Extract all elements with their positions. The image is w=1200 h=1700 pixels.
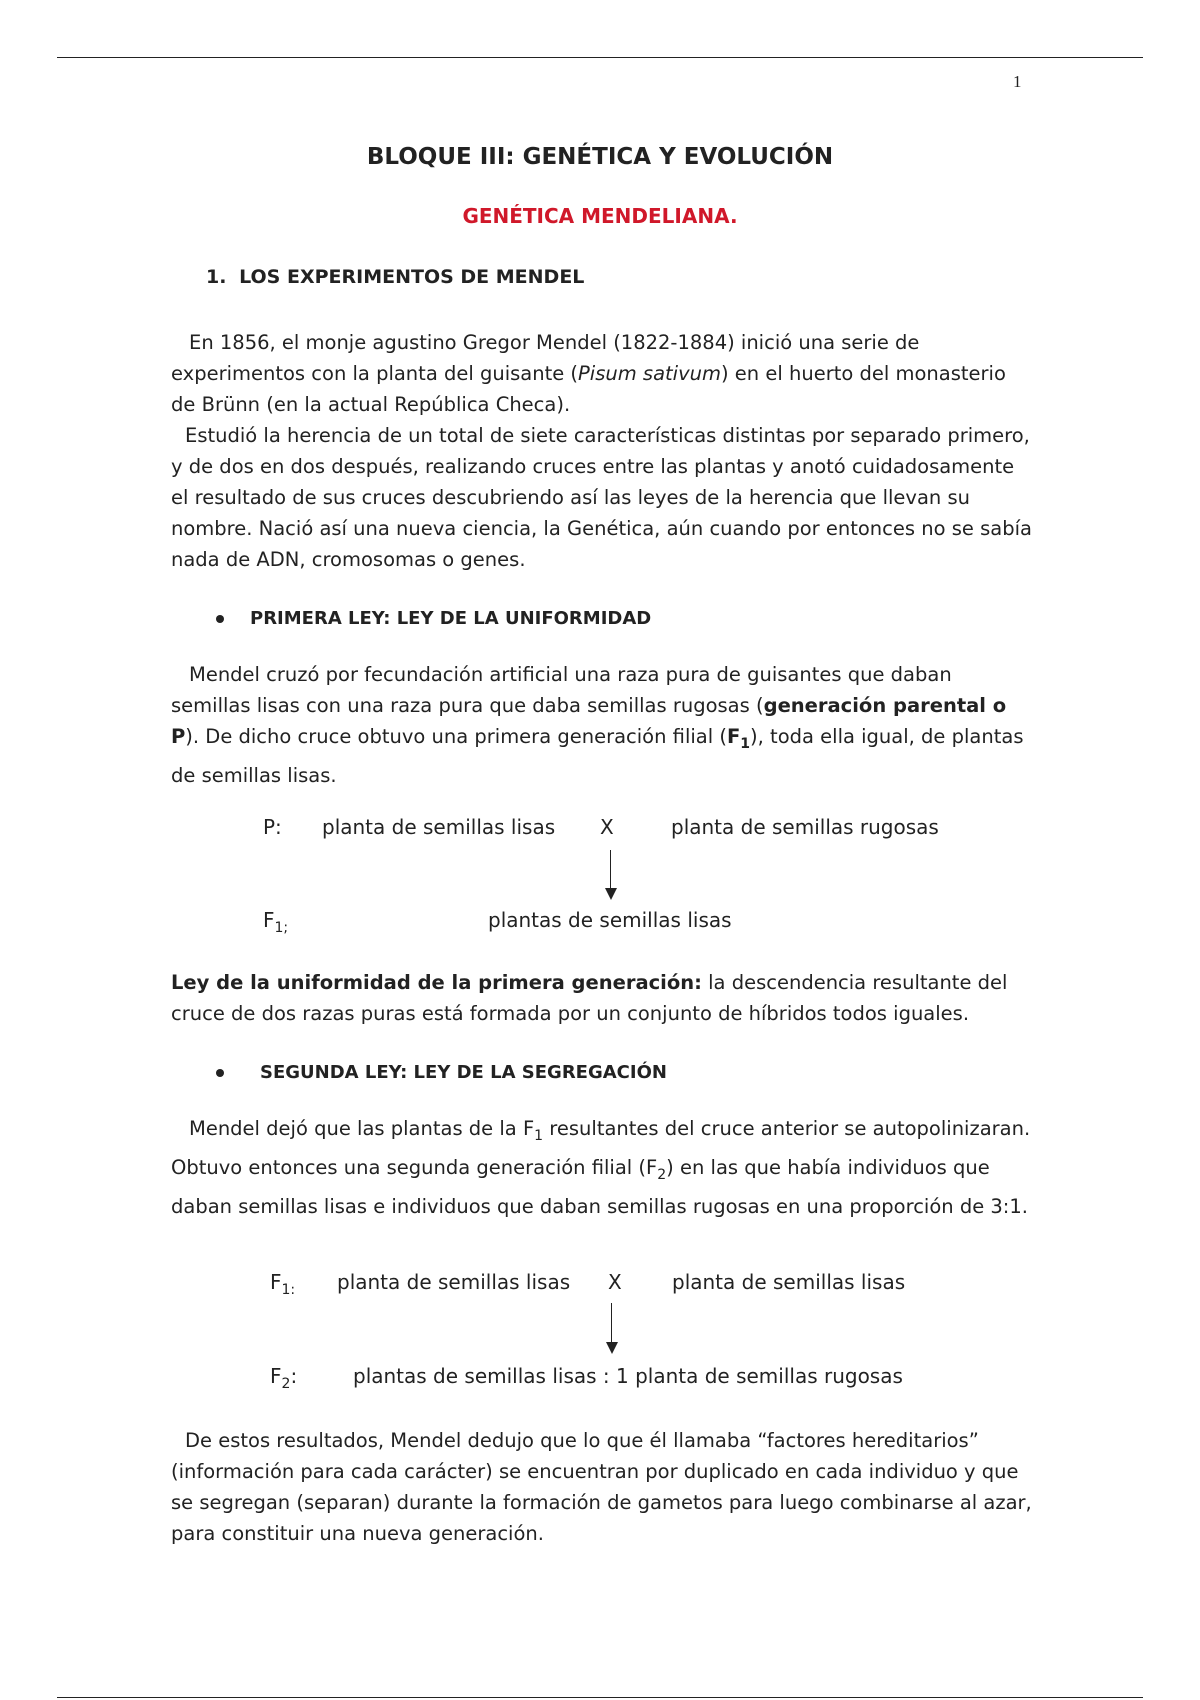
intro-paragraph-2: Estudió la herencia de un total de siete características distintas por separado primero, y de dos en dos después, realizando cruces entre las plantas y anotó cuidadosamente el resultado de sus cruces descubriendo así las leyes de la herencia que llevan su nombre. Nació así una nueva ciencia, la Genética, aún cuando por entonces no se sabía nada de ADN, cromosomas o genes. [171, 424, 1032, 571]
law1-conclusion: Ley de la uniformidad de la primera generación: la descendencia resultante del cruce de dos razas puras está formada por un conjunto de híbridos todos iguales. [171, 971, 1008, 1025]
document-subtitle: GENÉTICA MENDELIANA. [462, 204, 738, 228]
diagram1-cross-symbol: X [600, 815, 614, 839]
intro-paragraph-1: En 1856, el monje agustino Gregor Mendel (1822-1884) inició una serie de experimentos con la planta del guisante (Pisum sativum) en el huerto del monasterio de Brünn (en la actual República Checa). [171, 331, 1006, 416]
law1-heading: PRIMERA LEY: LEY DE LA UNIFORMIDAD [216, 608, 651, 629]
diagram2-f1-label: $F_{1:}$ [270, 1270, 296, 1298]
diagram2-left-parent: planta de semillas lisas [337, 1270, 571, 1294]
diagram2-cross-symbol: X [608, 1270, 622, 1294]
diagram1-arrow-icon [610, 850, 611, 890]
diagram2-result: plantas de semillas lisas : 1 planta de semillas rugosas [353, 1364, 903, 1388]
diagram2-f2-label: $F_2$: [270, 1364, 298, 1392]
diagram1-result: plantas de semillas lisas [488, 908, 732, 932]
law1-paragraph: Mendel cruzó por fecundación artificial una raza pura de guisantes que daban semillas lisas con una raza pura que daba semillas rugosas (generación parental o P). De dicho cruce obtuvo una primera generación filial $(F_1)$, toda ella igual, de plantas de semillas lisas. [171, 663, 1024, 787]
law2-heading: SEGUNDA LEY: LEY DE LA SEGREGACIÓN [216, 1062, 667, 1083]
section-heading [206, 266, 584, 288]
diagram1-p-label: P: [263, 815, 282, 839]
diagram2-arrow-icon [611, 1303, 612, 1345]
diagram2-right-parent: planta de semillas lisas [672, 1270, 906, 1294]
diagram1-f1-label: $F_{1;}$ [263, 908, 289, 936]
section-label: LOS EXPERIMENTOS DE MENDEL [239, 266, 585, 288]
diagram1-arrowhead-icon [605, 888, 617, 900]
diagram1-right-parent: planta de semillas rugosas [671, 815, 939, 839]
closing-paragraph: De estos resultados, Mendel dedujo que lo que él llamaba “factores hereditarios” (información para cada carácter) se encuentran por duplicado en cada individuo y que se segregan (separan) durante la formación de gametos para luego combinarse al azar, para constituir una nueva generación. [171, 1429, 1032, 1545]
diagram1-left-parent: planta de semillas lisas [322, 815, 556, 839]
bullet-icon [216, 615, 224, 623]
species-name: Pisum sativum [578, 362, 721, 385]
document-title: BLOQUE III: GENÉTICA Y EVOLUCIÓN [366, 144, 834, 170]
section-number: 1. [206, 266, 227, 288]
bullet-icon [216, 1069, 224, 1077]
page-number: 1 [1013, 72, 1022, 91]
top-rule [57, 57, 1143, 58]
law2-paragraph: Mendel dejó que las plantas de la $F_1$ resultantes del cruce anterior se autopolinizaran. Obtuvo entonces una segunda generación filial $(F_2)$ en las que había individuos que daban semillas lisas e individuos que daban semillas rugosas en una proporción de 3:1. [171, 1117, 1031, 1218]
diagram2-arrowhead-icon [606, 1342, 618, 1354]
bottom-rule [57, 1697, 1143, 1698]
